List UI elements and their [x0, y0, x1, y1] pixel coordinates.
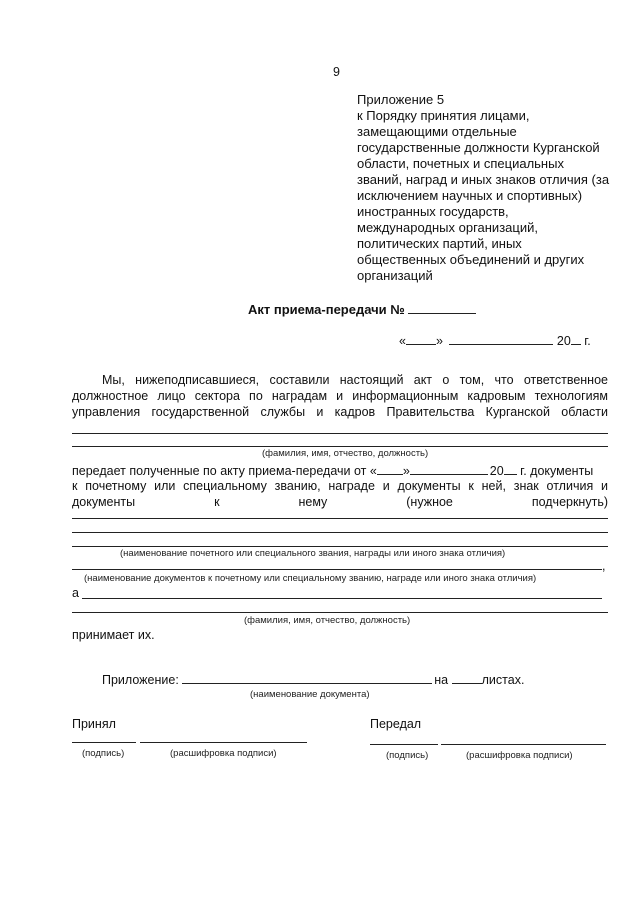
handed-decode-line [441, 744, 606, 745]
accepted-sign-line [72, 742, 136, 743]
blank-line-4 [72, 532, 608, 533]
accepted-decode-caption: (расшифровка подписи) [170, 748, 277, 759]
appendix-line: замещающими отдельные [357, 124, 517, 139]
caption-fio-1: (фамилия, имя, отчество, должность) [262, 448, 429, 459]
blank-line-5 [72, 546, 608, 547]
transfer-word-2: к [214, 495, 220, 509]
comma: , [602, 559, 606, 573]
appendix-block [357, 92, 627, 284]
transfer-word-3: нему [298, 495, 328, 509]
caption-fio-2: (фамилия, имя, отчество, должность) [244, 615, 411, 626]
date-quote-open: « [399, 334, 406, 348]
blank-line-3 [72, 518, 608, 519]
appendix-line: области, почетных и специальных [357, 156, 564, 171]
act-date [399, 332, 591, 349]
month-field [449, 332, 553, 345]
transfer-line2: к почетному или специальному званию, награде и документы к ней, знак отличия и [72, 479, 608, 493]
appendix-line: международных организаций, [357, 220, 538, 235]
handed-sign-caption: (подпись) [386, 750, 429, 761]
transfer-word-1: документы [72, 495, 136, 509]
attachment-label: Приложение: [102, 673, 179, 687]
blank-line-6 [72, 569, 602, 570]
year-suffix: г. [584, 334, 591, 348]
handed-label: Передал [370, 717, 422, 731]
appendix-line: иностранных государств, [357, 204, 509, 219]
caption-award: (наименование почетного или специального звания, награды или иного знака отличия) [120, 548, 506, 559]
transfer-word-5: подчеркнуть) [531, 495, 608, 509]
transfer-year-field [504, 462, 517, 475]
and-prefix: а [72, 586, 79, 600]
attachment-caption: (наименование документа) [250, 689, 370, 700]
blank-line-8 [72, 612, 608, 613]
transfer-year-prefix: 20 [489, 464, 504, 478]
act-title [248, 301, 476, 318]
accepts-text: принимает их. [72, 628, 155, 642]
transfer-word-4: (нужное [406, 495, 453, 509]
para1-line1: Мы, нижеподписавшиеся, составили настоящий акт о том, что ответственное [102, 373, 608, 387]
transfer-text-d: г. документы [520, 464, 594, 478]
act-number-field [408, 301, 476, 314]
page-number: 9 [333, 65, 340, 79]
attachment-name-field [182, 671, 432, 684]
accepted-sign-caption: (подпись) [82, 748, 125, 759]
attachment-sheets-field [452, 671, 482, 684]
transfer-month-field [410, 462, 488, 475]
appendix-line: званий, наград и иных знаков отличия (за [357, 172, 610, 187]
blank-line-1 [72, 433, 608, 434]
caption-docs: (наименование документов к почетному или специальному званию, награде или иного знака отличия) [84, 573, 537, 584]
para1-line3: управления государственной службы и кадров Правительства Курганской области [72, 405, 608, 419]
transfer-line3 [72, 494, 608, 510]
day-field [406, 332, 436, 345]
attachment-line [102, 671, 524, 688]
appendix-line: организаций [357, 268, 433, 283]
transfer-line1 [72, 462, 608, 479]
attachment-sheets: листах. [481, 673, 525, 687]
appendix-line: политических партий, иных [357, 236, 522, 251]
transfer-text-a: передает полученные по акту приема-передачи от « [72, 464, 377, 478]
appendix-title: Приложение 5 [357, 92, 445, 107]
appendix-line: общественных объединений и других [357, 252, 585, 267]
year-field [571, 332, 581, 345]
appendix-line: к Порядку принятия лицами, [357, 108, 530, 123]
attachment-on: на [434, 673, 449, 687]
transfer-day-field [377, 462, 403, 475]
blank-line-2 [72, 446, 608, 447]
handed-decode-caption: (расшифровка подписи) [466, 750, 573, 761]
para1-line2: должностное лицо сектора по наградам и информационным кадровым технологиям [72, 389, 608, 403]
year-prefix: 20 [556, 334, 571, 348]
act-title-text: Акт приема-передачи № [248, 302, 405, 317]
accepted-label: Принял [72, 717, 116, 731]
transfer-text-b: » [402, 464, 410, 478]
blank-line-7 [82, 598, 602, 599]
appendix-line: государственные должности Курганской [357, 140, 600, 155]
handed-sign-line [370, 744, 438, 745]
date-quote-close: » [435, 334, 443, 348]
appendix-line: исключением научных и спортивных) [357, 188, 583, 203]
accepted-decode-line [140, 742, 307, 743]
appendix-lines [357, 108, 627, 284]
